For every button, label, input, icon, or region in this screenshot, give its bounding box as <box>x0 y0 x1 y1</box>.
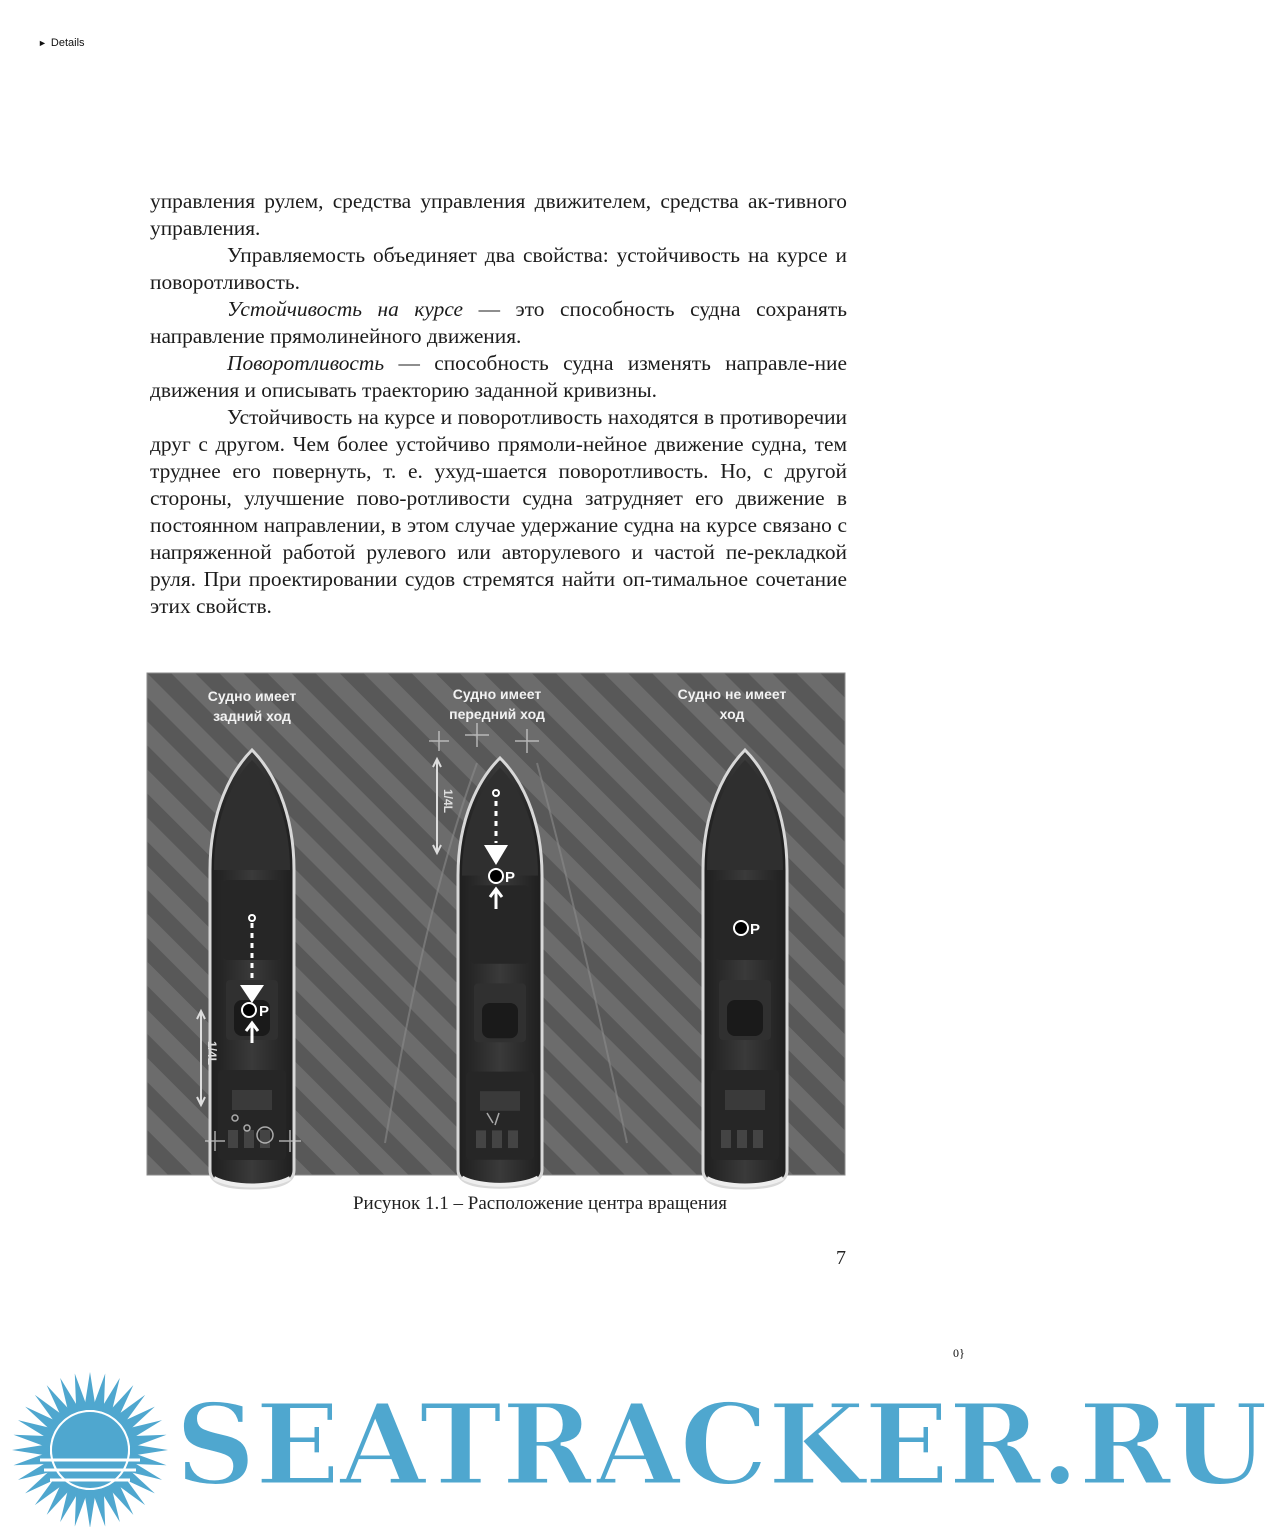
paragraph: управления рулем, средства управления движителем, средства ак-тивного управления. <box>150 189 847 240</box>
ship-stopped <box>703 750 787 1188</box>
paragraph: Устойчивость на курсе — это способность судна сохранять направление прямолинейного движения. <box>150 297 847 348</box>
ship-reverse <box>210 750 294 1188</box>
sun-logo-icon <box>10 1370 170 1520</box>
paragraph: Управляемость объединяет два свойства: устойчивость на курсе и поворотливость. <box>150 243 847 294</box>
distance-label: 1/4L <box>441 789 455 814</box>
figure-caption: Рисунок 1.1 – Расположение центра вращения <box>352 1193 728 1214</box>
panel-title: Судно не имеет <box>677 686 787 702</box>
small-mark: 0} <box>953 1346 965 1360</box>
panel-title: задний ход <box>213 708 291 724</box>
page-number: 7 <box>836 1247 846 1269</box>
pivot-point <box>734 921 748 935</box>
ship-forward <box>458 758 542 1187</box>
pivot-label: P <box>259 1003 270 1020</box>
triangle-right-icon: ► <box>38 38 47 48</box>
pivot-label: P <box>750 921 761 938</box>
pivot-label: P <box>505 869 516 886</box>
paragraph: Поворотливость — способность судна изменять направле-ние движения и описывать траекторию заданной кривизны. <box>150 351 847 402</box>
pivot-point <box>242 1003 256 1017</box>
pivot-point-figure <box>147 673 845 1175</box>
panel-title: ход <box>719 706 745 722</box>
details-toggle[interactable] <box>38 37 85 49</box>
pivot-point <box>489 869 503 883</box>
term: Устойчивость на курсе <box>227 297 464 321</box>
panel-title: передний ход <box>449 706 545 722</box>
details-label: Details <box>50 37 85 49</box>
paragraph: Устойчивость на курсе и поворотливость находятся в противоречии друг с другом. Чем более устойчиво прямоли-нейное движение судна, тем труднее его повернуть, т. е. ухуд-шается поворотливость. Но, с другой стороны, улучшение пово-ротливости судна затрудняет его движение в постоянном направлении, в этом случае удержание судна на курсе связано с напряженной работой рулевого или авторулевого и частой пе-рекладкой руля. При проектировании судов стремятся найти оп-тимальное сочетание этих свойств. <box>150 405 847 618</box>
watermark-text: SEATRACKER.RU <box>175 1380 1267 1511</box>
term: Поворотливость <box>227 351 385 375</box>
body-text <box>150 188 847 620</box>
panel-title: Судно имеет <box>452 686 542 702</box>
panel-title: Судно имеет <box>207 688 297 704</box>
distance-label: 1/4L <box>205 1041 219 1066</box>
